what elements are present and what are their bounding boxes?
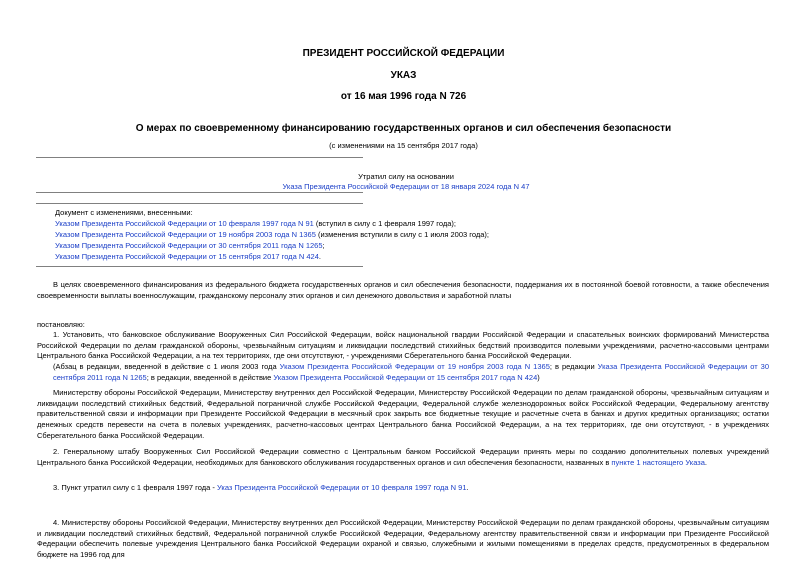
divider [36, 266, 363, 267]
change-link[interactable]: Указом Президента Российской Федерации от 15 сентября 2017 года N 424 [55, 252, 319, 261]
president-heading: ПРЕЗИДЕНТ РОССИЙСКОЙ ФЕДЕРАЦИИ [302, 48, 505, 59]
divider [36, 157, 363, 158]
note-text: ) [537, 372, 540, 382]
clause-link[interactable]: пункте 1 настоящего Указа [611, 457, 705, 467]
lost-force-text: Утратил силу на основании [358, 172, 454, 181]
divider [36, 192, 363, 193]
change-item [55, 251, 489, 262]
clause-text: 2. Генеральному штабу Вооруженных Сил Российской Федерации совместно с Центральным банком Российской Федерации принять меры по созданию дополнительных полевых учреждений Центрального банка Российской Федерации, необходимых для банковского обслуживания государственных органов и сил обеспечения безопасности, названных в [37, 447, 769, 467]
preamble-paragraph: В целях своевременного финансирования из федерального бюджета государственных органов и сил обеспечения безопасности, поддержания их в постоянной боевой готовности, а также обеспечения своевременности выплаты военнослужащим, гражданскому персоналу этих органов и сил денежного довольствия и заработной платы [37, 280, 769, 300]
decree-date: от 16 мая 1996 года N 726 [340, 91, 467, 102]
note-link[interactable]: Указом Президента Российской Федерации от 19 ноября 2003 года N 1365 [279, 362, 550, 371]
document-title: О мерах по своевременному финансированию государственных органов и сил обеспечения безопасности [135, 123, 672, 134]
clause-text: . [466, 483, 469, 492]
note-link[interactable]: Указом Президента Российской Федерации от 15 сентября 2017 года N 424 [273, 372, 538, 382]
clause-1-paragraph-2: Министерству обороны Российской Федерации, Министерству внутренних дел Российской Федерации, Министерству Российской Федерации по делам гражданской обороны, чрезвычайным ситуациям и ликвидации последствий стихийных бедствий, Федеральной пограничной службе Российской Федерации, Федеральной службе железнодорожных войск Российской Федерации, Федеральному агентству правительственной связи и информации при Президенте Российской Федерации в месячный срок закрыть все бюджетные текущие и расчетные счета в банках и других кредитных организациях; остатки денежных средств перевести на счета в полевых учреждениях, расчетно-кассовых центрах Центрального банка Российской Федерации, а на тех территориях, где они отсутствуют, - в учреждениях Сберегательного банка Российской Федерации. [37, 388, 769, 440]
ukaz-heading: УКАЗ [390, 70, 417, 81]
edition-note: (с изменениями на 15 сентября 2017 года) [329, 141, 478, 150]
divider [36, 203, 363, 204]
change-link[interactable]: Указом Президента Российской Федерации от 19 ноября 2003 года N 1365 [55, 230, 316, 239]
resolve-word: постановляю: [37, 320, 85, 329]
change-note: ; [322, 241, 325, 250]
change-item [55, 240, 489, 251]
note-link[interactable]: Указа Президента Российской Федерации от 30 сентября 2011 года N 1265 [53, 362, 769, 382]
change-note: (изменения вступили в силу с 1 июля 2003 года); [315, 230, 489, 239]
change-item [55, 218, 489, 229]
clause-1-edit-note [53, 362, 769, 383]
note-text: ; в редакции [549, 362, 598, 371]
change-item [55, 229, 489, 240]
change-note: . [318, 252, 321, 261]
clause-link[interactable]: Указ Президента Российской Федерации от 10 февраля 1997 года N 91 [216, 483, 467, 492]
change-note: (вступил в силу с 1 февраля 1997 года); [313, 219, 457, 228]
lost-force-link[interactable]: Указа Президента Российской Федерации от 18 января 2024 года N 47 [282, 182, 530, 191]
note-text: ; в редакции, введенной в действие [146, 372, 274, 382]
clause-text: 3. Пункт утратил силу с 1 февраля 1997 года - [53, 483, 217, 492]
changes-list [55, 207, 489, 262]
change-link[interactable]: Указом Президента Российской Федерации от 30 сентября 2011 года N 1265 [55, 241, 323, 250]
note-text: (Абзац в редакции, введенной в действие с 1 июля 2003 года [53, 362, 280, 371]
clause-4: 4. Министерству обороны Российской Федерации, Министерству внутренних дел Российской Федерации, Министерству Российской Федерации по делам гражданской обороны, чрезвычайным ситуациям и ликвидации последствий стихийных бедствий, Федеральной пограничной службе Российской Федерации, Федеральному агентству правительственной связи и информации при Президенте Российской Федерации обеспечить полевые учреждения Центрального банка Российской Федерации охраной и связью, служебными и жилыми помещениями в пределах средств, предусмотренных в федеральном бюджете на 1996 год для [37, 518, 769, 560]
clause-text: . [704, 457, 707, 467]
change-link[interactable]: Указом Президента Российской Федерации от 10 февраля 1997 года N 91 [55, 219, 314, 228]
clause-2 [37, 447, 769, 468]
changes-intro: Документ с изменениями, внесенными: [55, 208, 193, 217]
clause-3 [37, 483, 769, 494]
clause-1: 1. Установить, что банковское обслуживание Вооруженных Сил Российской Федерации, войск национальной гвардии Российской Федерации и спасательных воинских формирований Министерства Российской Федерации по делам гражданской обороны, чрезвычайным ситуациям и ликвидации последствий стихийных бедствий производится полевыми учреждениями, расчетно-кассовыми центрами Центрального банка Российской Федерации, а на тех территориях, где они отсутствуют, - учреждениями Сберегательного банка Российской Федерации. [37, 330, 769, 361]
